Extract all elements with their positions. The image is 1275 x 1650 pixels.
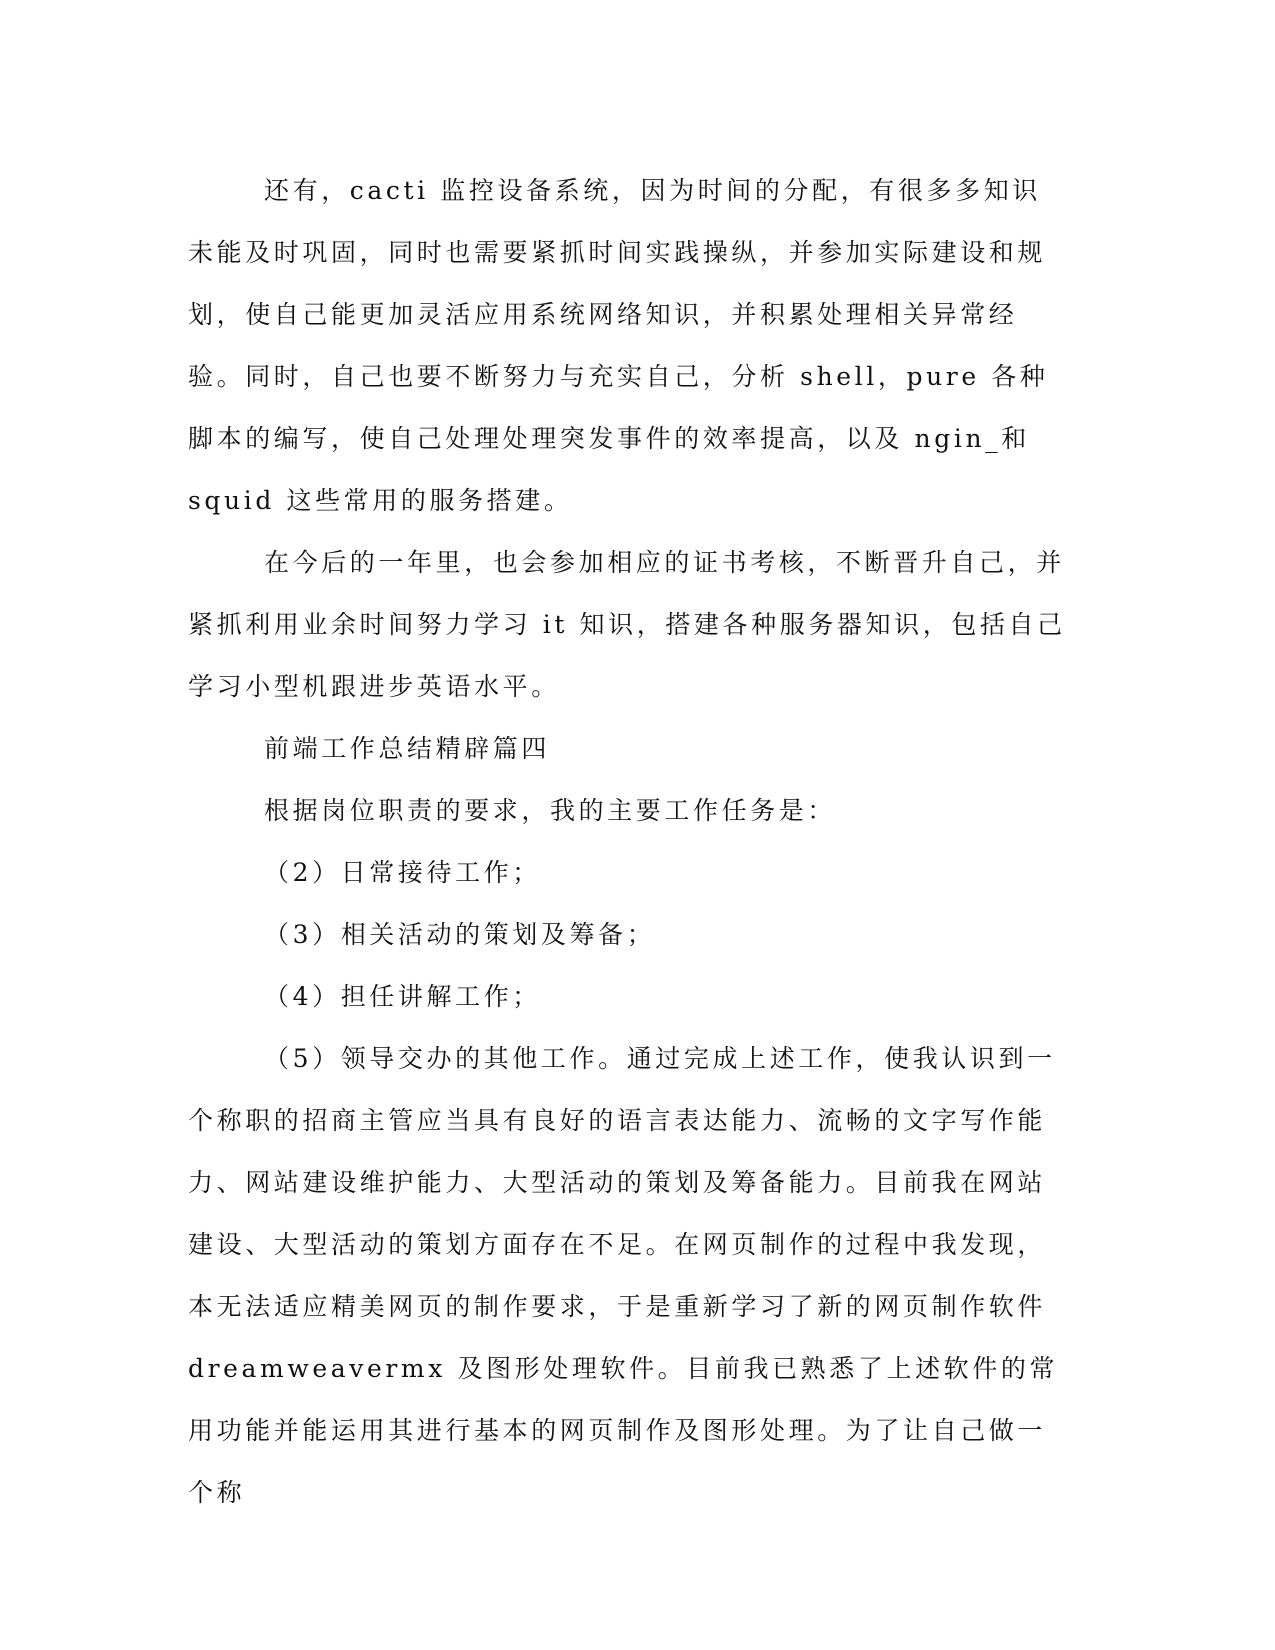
paragraph-cacti: 还有，cacti 监控设备系统，因为时间的分配，有很多多知识未能及时巩固，同时也需要紧抓时间实践操纵，并参加实际建设和规划，使自己能更加灵活应用系统网络知识，并积累处理相关异常经验。同时，自己也要不断努力与充实自己，分析 shell，pure 各种脚本的编写，使自己处理处理突发事件的效率提高，以及 ngin_和 squid 这些常用的服务搭建。 bbox=[188, 176, 1049, 515]
document-body bbox=[188, 160, 1068, 1524]
intro-line: 根据岗位职责的要求，我的主要工作任务是： bbox=[264, 796, 837, 825]
list-item-2: （2）日常接待工作； bbox=[264, 858, 541, 887]
list-item-4: （4）担任讲解工作； bbox=[264, 982, 541, 1011]
list-item-3: （3）相关活动的策划及筹备； bbox=[264, 920, 656, 949]
section-title: 前端工作总结精辟篇四 bbox=[264, 734, 551, 763]
paragraph-next-year: 在今后的一年里，也会参加相应的证书考核，不断晋升自己，并紧抓利用业余时间努力学习 it 知识，搭建各种服务器知识，包括自己学习小型机跟进步英语水平。 bbox=[188, 548, 1066, 701]
paragraph-closing: （5）领导交办的其他工作。通过完成上述工作，使我认识到一个称职的招商主管应当具有良好的语言表达能力、流畅的文字写作能力、网站建设维护能力、大型活动的策划及筹备能力。目前我在网站建设、大型活动的策划方面存在不足。在网页制作的过程中我发现，本无法适应精美网页的制作要求，于是重新学习了新的网页制作软件 dreamweavermx 及图形处理软件。目前我已熟悉了上述软件的常用功能并能运用其进行基本的网页制作及图形处理。为了让自己做一个称 bbox=[188, 1044, 1059, 1507]
